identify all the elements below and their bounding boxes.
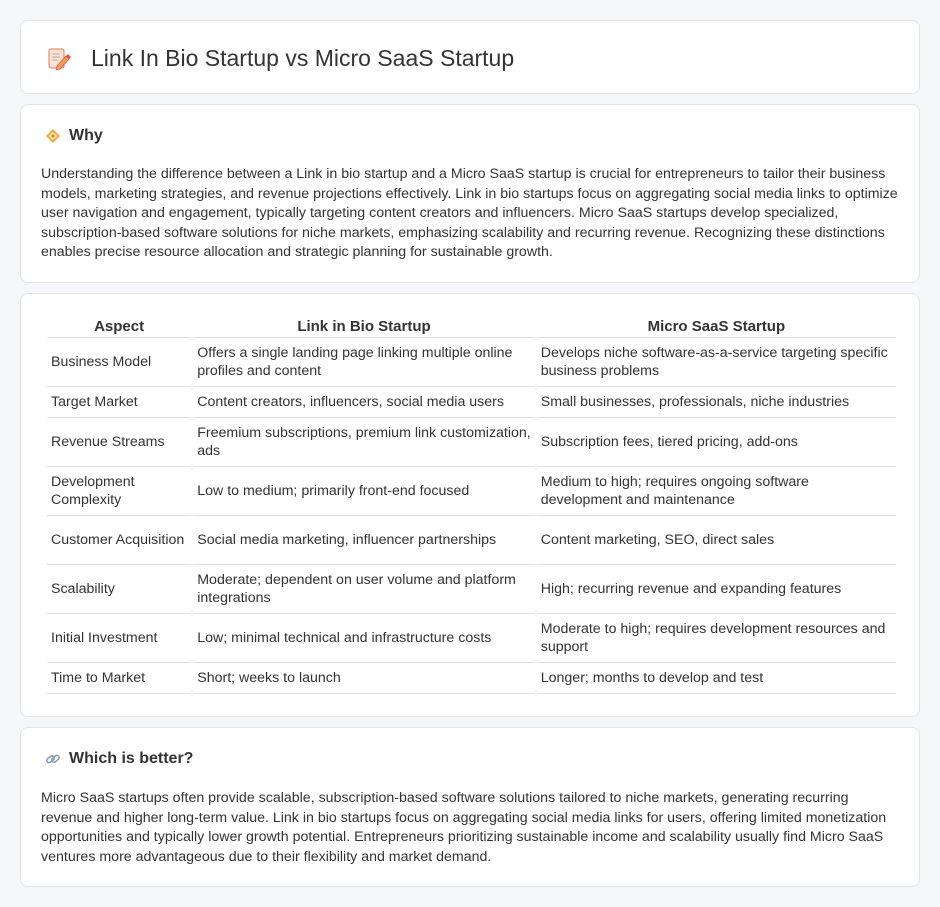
- micro-saas-cell: Longer; months to develop and test: [537, 663, 896, 694]
- why-heading-row: [45, 127, 103, 145]
- aspect-cell: Time to Market: [47, 663, 191, 694]
- table-row: [47, 565, 896, 614]
- link-in-bio-cell: Content creators, influencers, social media users: [193, 387, 535, 418]
- why-card: [20, 104, 920, 283]
- micro-saas-cell: Content marketing, SEO, direct sales: [537, 516, 896, 565]
- table-header-row: [47, 316, 896, 338]
- link-in-bio-cell: Moderate; dependent on user volume and platform integrations: [193, 565, 535, 614]
- aspect-cell: Scalability: [47, 565, 191, 614]
- table-row: [47, 338, 896, 387]
- comparison-table: [45, 316, 898, 694]
- aspect-cell: Target Market: [47, 387, 191, 418]
- table-row: [47, 387, 896, 418]
- title-card: [20, 20, 920, 94]
- table-row: [47, 516, 896, 565]
- link-in-bio-cell: Social media marketing, influencer partnerships: [193, 516, 535, 565]
- table-row: [47, 467, 896, 516]
- micro-saas-cell: Small businesses, professionals, niche industries: [537, 387, 896, 418]
- micro-saas-cell: High; recurring revenue and expanding features: [537, 565, 896, 614]
- table-row: [47, 418, 896, 467]
- better-heading-row: [45, 750, 193, 768]
- link-in-bio-cell: Low to medium; primarily front-end focused: [193, 467, 535, 516]
- link-in-bio-cell: Short; weeks to launch: [193, 663, 535, 694]
- title-row: [45, 45, 514, 72]
- aspect-cell: Business Model: [47, 338, 191, 387]
- column-header-link-in-bio: Link in Bio Startup: [193, 316, 535, 338]
- column-header-aspect: Aspect: [47, 316, 191, 338]
- micro-saas-cell: Moderate to high; requires development resources and support: [537, 614, 896, 663]
- why-heading: Why: [69, 127, 103, 144]
- micro-saas-cell: Develops niche software-as-a-service targeting specific business problems: [537, 338, 896, 387]
- link-in-bio-cell: Freemium subscriptions, premium link customization, ads: [193, 418, 535, 467]
- better-heading: Which is better?: [69, 750, 194, 767]
- page-title: Link In Bio Startup vs Micro SaaS Startup: [91, 45, 515, 71]
- aspect-cell: Development Complexity: [47, 467, 191, 516]
- micro-saas-cell: Medium to high; requires ongoing software development and maintenance: [537, 467, 896, 516]
- column-header-micro-saas: Micro SaaS Startup: [537, 316, 896, 338]
- why-body: Understanding the difference between a Link in bio startup and a Micro SaaS startup is crucial for entrepreneurs to tailor their business models, marketing strategies, and revenue projections effectively. Link in bio startups focus on aggregating social media links to optimize user navigation and engagement, typically targeting content creators and influencers. Micro SaaS startups develop specialized, subscription-based software solutions for niche markets, emphasizing scalability and recurring revenue. Recognizing these distinctions enables precise resource allocation and strategic planning for sustainable growth.: [41, 166, 898, 261]
- micro-saas-cell: Subscription fees, tiered pricing, add-ons: [537, 418, 896, 467]
- table-row: [47, 663, 896, 694]
- memo-pencil-icon: [45, 46, 71, 72]
- link-icon: [45, 751, 61, 767]
- which-is-better-card: [20, 727, 920, 887]
- table-row: [47, 614, 896, 663]
- aspect-cell: Initial Investment: [47, 614, 191, 663]
- aspect-cell: Customer Acquisition: [47, 516, 191, 565]
- comparison-card: [20, 293, 920, 717]
- diamond-icon: [45, 128, 61, 144]
- link-in-bio-cell: Low; minimal technical and infrastructure costs: [193, 614, 535, 663]
- aspect-cell: Revenue Streams: [47, 418, 191, 467]
- better-body: Micro SaaS startups often provide scalable, subscription-based software solutions tailored to niche markets, generating recurring revenue and higher long-term value. Link in bio startups focus on aggregating social media links for users, offering limited monetization opportunities and typically lower growth potential. Entrepreneurs prioritizing sustainable income and scalability usually find Micro SaaS ventures more advantageous due to their flexibility and market demand.: [41, 790, 887, 865]
- link-in-bio-cell: Offers a single landing page linking multiple online profiles and content: [193, 338, 535, 387]
